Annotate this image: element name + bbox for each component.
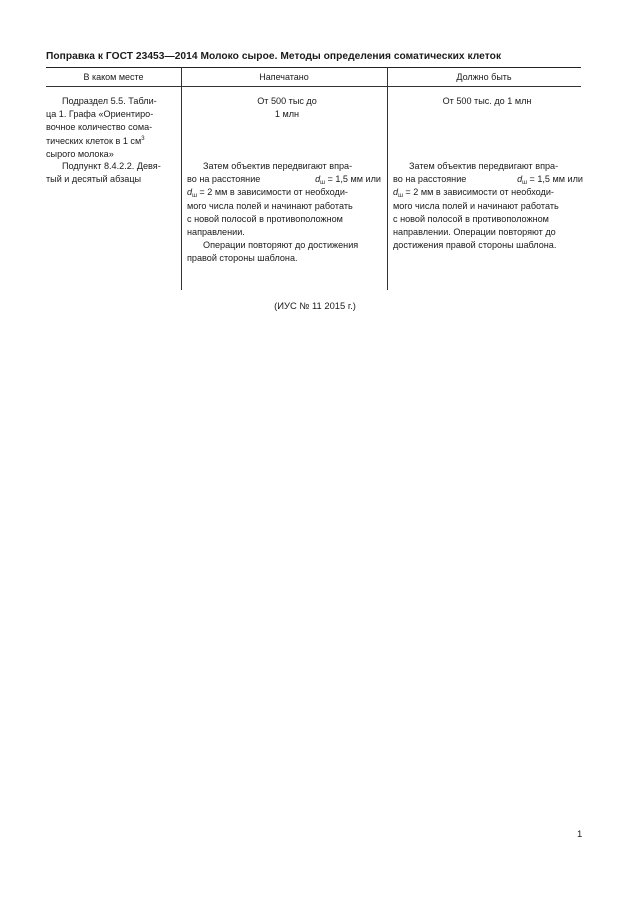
- row2-correct-text: во на расстояние: [393, 174, 467, 185]
- row2-place-line: тый и десятый абзацы: [46, 174, 142, 185]
- variable-d: d: [517, 174, 523, 185]
- row2-correct-text: = 2 мм в зависимости от необходи-: [405, 187, 554, 198]
- row2-correct-line: с новой полосой в противоположном: [393, 213, 549, 224]
- row2-correct-text: = 1,5 мм или: [529, 174, 583, 185]
- row2-printed-text: = 2 мм в зависимости от необходи-: [199, 187, 348, 198]
- row1-printed-cell: [187, 95, 387, 121]
- variable-sub: ш: [320, 180, 325, 187]
- row2-correct-line: направлении. Операции повторяют до: [393, 227, 556, 238]
- cubic-superscript: 3: [141, 135, 145, 142]
- row1-correct-cell: [387, 95, 587, 108]
- row1-correct-text: От 500 тыс. до 1 млн: [442, 96, 532, 106]
- row2-printed-line: Операции повторяют до достижения: [203, 240, 359, 251]
- row1-place-line: Подраздел 5.5. Табли-: [62, 96, 157, 106]
- column-header-place: В каком месте: [83, 72, 144, 82]
- variable-d: d: [393, 187, 399, 198]
- row1-place-line: ца 1. Графа «Ориентиро-: [46, 109, 154, 120]
- row2-place-line: Подпункт 8.4.2.2. Девя-: [62, 161, 161, 171]
- variable-sub: ш: [398, 193, 403, 200]
- row1-printed-line: 1 млн: [274, 109, 300, 120]
- variable-sub: ш: [192, 193, 197, 200]
- row1-place-line: вочное количество сома-: [46, 122, 153, 133]
- row2-printed-line: Затем объектив передвигают впра-: [203, 161, 353, 171]
- document-title: Поправка к ГОСТ 23453—2014 Молоко сырое. Методы определения соматических клеток: [46, 51, 502, 62]
- row2-correct-formula-line: [393, 173, 583, 186]
- row2-printed-line: мого числа полей и начинают работать: [187, 200, 353, 211]
- ius-reference: (ИУС № 11 2015 г.): [274, 300, 356, 311]
- row2-correct-line: мого числа полей и начинают работать: [393, 200, 559, 211]
- row1-printed-line: От 500 тыс до: [257, 96, 317, 106]
- row2-printed-line: правой стороны шаблона.: [187, 253, 298, 264]
- row1-place-line: сырого молока»: [46, 148, 114, 159]
- page-number: 1: [577, 829, 583, 840]
- variable-d: d: [315, 174, 321, 185]
- row1-place-line: тических клеток в 1 см: [46, 135, 142, 146]
- table-header-divider: [46, 86, 581, 87]
- row2-printed-cell: [187, 160, 381, 266]
- row2-place-cell: [46, 160, 175, 186]
- row1-place-cell: [46, 95, 175, 161]
- column-header-correct: Должно быть: [456, 72, 512, 82]
- column-divider-1: [181, 67, 182, 290]
- row2-printed-text: = 1,5 мм или: [327, 174, 381, 185]
- row2-printed-formula-line: [187, 173, 381, 186]
- row2-correct-line: достижения правой стороны шаблона.: [393, 240, 557, 251]
- column-header-printed: Напечатано: [259, 72, 309, 82]
- row2-correct-line: Затем объектив передвигают впра-: [409, 161, 559, 171]
- row2-printed-text: во на расстояние: [187, 174, 261, 185]
- variable-sub: ш: [522, 180, 527, 187]
- table-top-border: [46, 67, 581, 68]
- row2-correct-cell: [393, 160, 583, 252]
- row2-printed-line: с новой полосой в противоположном: [187, 213, 343, 224]
- row2-printed-line: направлении.: [187, 227, 245, 238]
- variable-d: d: [187, 187, 193, 198]
